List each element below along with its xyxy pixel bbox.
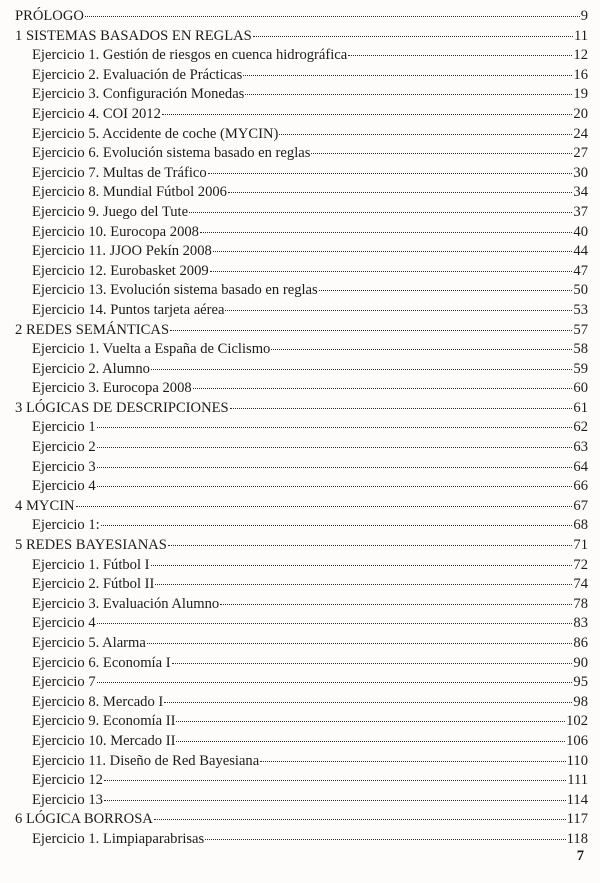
- toc-exercise-entry[interactable]: [15, 418, 588, 438]
- toc-entry-title: Ejercicio 3. Eurocopa 2008: [32, 380, 192, 397]
- toc-exercise-entry[interactable]: [15, 46, 588, 66]
- dot-leader: [164, 701, 572, 703]
- dot-leader: [243, 74, 572, 76]
- toc-entry-page: 24: [573, 125, 588, 142]
- toc-exercise-entry[interactable]: [15, 771, 588, 791]
- toc-exercise-entry[interactable]: [15, 556, 588, 576]
- dot-leader: [213, 250, 573, 252]
- toc-exercise-entry[interactable]: [15, 281, 588, 301]
- toc-entry-page: 19: [573, 86, 588, 103]
- toc-entry-page: 47: [573, 262, 588, 279]
- toc-exercise-entry[interactable]: [15, 458, 588, 478]
- toc-exercise-entry[interactable]: [15, 301, 588, 321]
- toc-exercise-entry[interactable]: [15, 144, 588, 164]
- toc-entry-title: Ejercicio 12: [32, 772, 103, 789]
- page-number: 7: [576, 848, 584, 864]
- toc-exercise-entry[interactable]: [15, 614, 588, 634]
- toc-entry-title: Ejercicio 6. Evolución sistema basado en reglas: [32, 145, 311, 162]
- toc-entry-title: Ejercicio 12. Eurobasket 2009: [32, 262, 209, 279]
- toc-exercise-entry[interactable]: [15, 575, 588, 595]
- dot-leader: [97, 622, 573, 624]
- toc-exercise-entry[interactable]: [15, 105, 588, 125]
- toc-entry-page: 44: [573, 243, 588, 260]
- toc-entry-page: 98: [573, 693, 588, 710]
- toc-entry-page: 86: [573, 635, 588, 651]
- toc-entry-page: 53: [573, 301, 588, 318]
- toc-entry-title: Ejercicio 3. Configuración Monedas: [32, 86, 245, 103]
- toc-exercise-entry[interactable]: [15, 360, 588, 380]
- dot-leader: [162, 113, 573, 115]
- toc-chapter-entry[interactable]: [15, 399, 588, 419]
- toc-entry-title: Ejercicio 9. Juego del Tute: [32, 203, 189, 220]
- dot-leader: [208, 172, 573, 174]
- toc-entry-title: Ejercicio 2. Fútbol II: [32, 576, 155, 593]
- dot-leader: [220, 603, 572, 605]
- toc-entry-page: 37: [573, 203, 588, 220]
- toc-entry-title: Ejercicio 4: [32, 478, 96, 495]
- toc-entry-title: Ejercicio 3. Evaluación Alumno: [32, 595, 220, 612]
- toc-entry-page: 12: [573, 47, 588, 64]
- dot-leader: [176, 720, 565, 722]
- toc-entry-title: PRÓLOGO: [15, 8, 84, 24]
- dot-leader: [225, 309, 572, 311]
- toc-entry-title: Ejercicio 13. Evolución sistema basado en reglas: [32, 282, 318, 299]
- dot-leader: [155, 583, 572, 585]
- toc-exercise-entry[interactable]: [15, 242, 588, 262]
- toc-exercise-entry[interactable]: [15, 477, 588, 497]
- dot-leader: [193, 387, 573, 389]
- toc-entry-title: Ejercicio 10. Eurocopa 2008: [32, 223, 199, 240]
- toc-entry-page: 58: [573, 341, 588, 358]
- dot-leader: [97, 485, 573, 487]
- toc-entry-title: Ejercicio 6. Economía I: [32, 654, 171, 671]
- toc-exercise-entry[interactable]: [15, 791, 588, 811]
- dot-leader: [97, 446, 573, 448]
- toc-entry-page: 102: [566, 713, 588, 730]
- toc-exercise-entry[interactable]: [15, 203, 588, 223]
- toc-exercise-entry[interactable]: [15, 438, 588, 458]
- toc-entry-page: 16: [573, 66, 588, 83]
- dot-leader: [104, 799, 566, 801]
- toc-entry-page: 64: [573, 458, 588, 475]
- table-of-contents: [15, 7, 588, 850]
- toc-entry-title: Ejercicio 9. Economía II: [32, 713, 176, 730]
- toc-exercise-entry[interactable]: [15, 125, 588, 145]
- toc-entry-page: 40: [573, 223, 588, 240]
- toc-entry-title: Ejercicio 10. Mercado II: [32, 732, 176, 749]
- toc-entry-page: 71: [573, 537, 588, 554]
- toc-entry-page: 106: [566, 732, 588, 749]
- toc-chapter-entry[interactable]: [15, 810, 588, 830]
- toc-entry-title: Ejercicio 1. Vuelta a España de Ciclismo: [32, 341, 271, 358]
- toc-entry-title: Ejercicio 5. Alarma: [32, 635, 146, 651]
- toc-entry-title: Ejercicio 13: [32, 791, 103, 808]
- toc-entry-page: 59: [573, 360, 588, 377]
- toc-entry-page: 34: [573, 184, 588, 201]
- toc-exercise-entry[interactable]: [15, 223, 588, 243]
- toc-entry-page: 63: [573, 439, 588, 456]
- toc-entry-page: 67: [573, 497, 588, 514]
- toc-entry-page: 83: [573, 615, 588, 632]
- toc-entry-page: 117: [566, 811, 588, 828]
- toc-exercise-entry[interactable]: [15, 379, 588, 399]
- toc-chapter-entry[interactable]: [15, 497, 588, 517]
- dot-leader: [97, 681, 573, 683]
- toc-entry-title: 5 REDES BAYESIANAS: [15, 537, 167, 554]
- toc-entry-page: 50: [573, 282, 588, 299]
- dot-leader: [319, 289, 573, 291]
- dot-leader: [189, 211, 572, 213]
- toc-entry-page: 78: [573, 595, 588, 612]
- toc-entry-page: 66: [573, 478, 588, 495]
- toc-entry-page: 20: [573, 105, 588, 122]
- toc-entry-title: 1 SISTEMAS BASADOS EN REGLAS: [15, 27, 252, 44]
- dot-leader: [230, 407, 573, 409]
- toc-entry-title: Ejercicio 1. Limpiaparabrisas: [32, 830, 205, 847]
- dot-leader: [205, 838, 565, 840]
- toc-entry-title: Ejercicio 8. Mercado I: [32, 693, 164, 710]
- dot-leader: [170, 329, 572, 331]
- toc-entry-title: Ejercicio 1. Fútbol I: [32, 556, 150, 573]
- toc-exercise-entry[interactable]: [15, 732, 588, 752]
- toc-entry-page: 9: [580, 8, 588, 24]
- toc-exercise-entry[interactable]: [15, 654, 588, 674]
- toc-exercise-entry[interactable]: [15, 262, 588, 282]
- toc-chapter-entry[interactable]: [15, 321, 588, 341]
- toc-entry-page: 110: [566, 752, 588, 769]
- toc-entry-title: 2 REDES SEMÁNTICAS: [15, 321, 170, 338]
- toc-chapter-entry[interactable]: [15, 7, 588, 27]
- toc-exercise-entry[interactable]: [15, 752, 588, 772]
- dot-leader: [311, 152, 572, 154]
- toc-chapter-entry[interactable]: [15, 536, 588, 556]
- dot-leader: [172, 662, 573, 664]
- toc-entry-title: Ejercicio 4. COI 2012: [32, 105, 161, 122]
- toc-entry-title: 4 MYCIN: [15, 497, 75, 514]
- dot-leader: [348, 54, 572, 56]
- toc-entry-page: 114: [566, 791, 588, 808]
- toc-entry-title: Ejercicio 11. JJOO Pekín 2008: [32, 243, 212, 260]
- toc-exercise-entry[interactable]: [15, 830, 588, 850]
- toc-entry-title: Ejercicio 11. Diseño de Red Bayesiana: [32, 752, 260, 769]
- toc-chapter-entry[interactable]: [15, 27, 588, 47]
- dot-leader: [260, 760, 565, 762]
- dot-leader: [151, 368, 572, 370]
- toc-entry-page: 118: [566, 830, 588, 847]
- dot-leader: [101, 524, 573, 526]
- dot-leader: [271, 348, 572, 350]
- dot-leader: [147, 642, 573, 644]
- toc-exercise-entry[interactable]: [15, 66, 588, 86]
- toc-entry-title: Ejercicio 2. Evaluación de Prácticas: [32, 66, 243, 83]
- dot-leader: [97, 426, 573, 428]
- toc-exercise-entry[interactable]: [15, 340, 588, 360]
- toc-entry-page: 61: [573, 399, 588, 416]
- toc-entry-title: Ejercicio 1. Gestión de riesgos en cuenca hidrográfica: [32, 47, 348, 64]
- toc-entry-title: Ejercicio 8. Mundial Fútbol 2006: [32, 184, 227, 201]
- toc-exercise-entry[interactable]: [15, 673, 588, 693]
- toc-entry-title: Ejercicio 3: [32, 458, 96, 475]
- dot-leader: [76, 505, 573, 507]
- toc-entry-title: 3 LÓGICAS DE DESCRIPCIONES: [15, 399, 229, 416]
- toc-entry-page: 30: [573, 164, 588, 181]
- toc-entry-title: Ejercicio 5. Accidente de coche (MYCIN): [32, 125, 279, 142]
- toc-exercise-entry[interactable]: [15, 164, 588, 184]
- toc-entry-title: Ejercicio 7. Multas de Tráfico: [32, 164, 207, 181]
- dot-leader: [253, 35, 573, 37]
- dot-leader: [151, 564, 573, 566]
- toc-entry-page: 68: [573, 517, 588, 534]
- toc-entry-title: 6 LÓGICA BORROSA: [15, 811, 153, 828]
- toc-entry-title: Ejercicio 1: [32, 419, 96, 436]
- dot-leader: [97, 466, 573, 468]
- dot-leader: [168, 544, 572, 546]
- dot-leader: [279, 133, 572, 135]
- toc-exercise-entry[interactable]: [15, 634, 588, 654]
- toc-entry-page: 74: [573, 576, 588, 593]
- toc-exercise-entry[interactable]: [15, 85, 588, 105]
- toc-entry-title: Ejercicio 14. Puntos tarjeta aérea: [32, 301, 225, 318]
- toc-entry-page: 90: [573, 654, 588, 671]
- toc-entry-title: Ejercicio 2. Alumno: [32, 360, 150, 377]
- toc-entry-page: 27: [573, 145, 588, 162]
- toc-exercise-entry[interactable]: [15, 712, 588, 732]
- dot-leader: [154, 818, 566, 820]
- dot-leader: [245, 93, 572, 95]
- dot-leader: [176, 740, 565, 742]
- toc-entry-title: Ejercicio 2: [32, 439, 96, 456]
- dot-leader: [104, 779, 566, 781]
- toc-entry-title: Ejercicio 1:: [32, 517, 100, 534]
- toc-entry-title: Ejercicio 7: [32, 674, 96, 691]
- toc-entry-title: Ejercicio 4: [32, 615, 96, 632]
- toc-entry-page: 57: [573, 321, 588, 338]
- toc-exercise-entry[interactable]: [15, 595, 588, 615]
- toc-entry-page: 11: [573, 27, 588, 44]
- toc-exercise-entry[interactable]: [15, 516, 588, 536]
- toc-exercise-entry[interactable]: [15, 183, 588, 203]
- toc-entry-page: 60: [573, 380, 588, 397]
- toc-entry-page: 62: [573, 419, 588, 436]
- dot-leader: [210, 270, 573, 272]
- dot-leader: [85, 15, 580, 17]
- dot-leader: [228, 191, 572, 193]
- toc-exercise-entry[interactable]: [15, 693, 588, 713]
- toc-entry-page: 72: [573, 556, 588, 573]
- toc-entry-page: 95: [573, 674, 588, 691]
- dot-leader: [200, 231, 572, 233]
- toc-entry-page: 111: [567, 772, 588, 789]
